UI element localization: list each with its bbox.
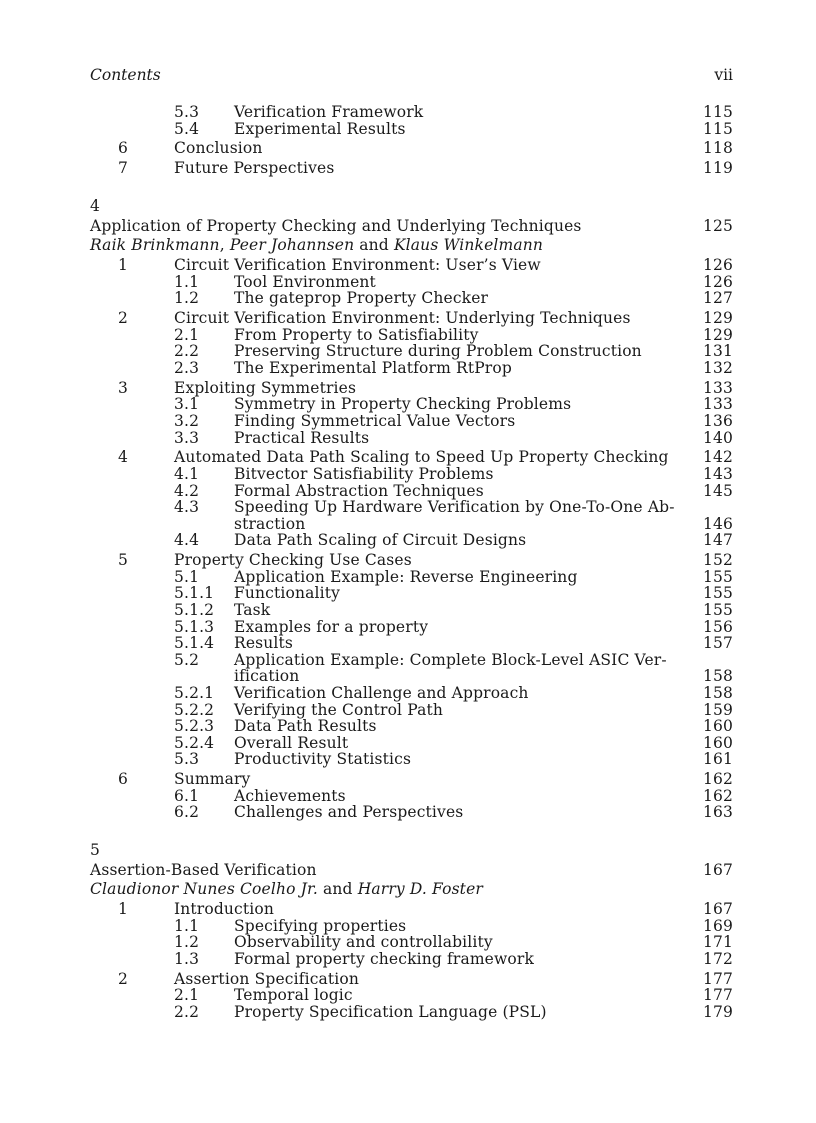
toc-entry-page: 155	[702, 584, 733, 603]
toc-entry-title: Functionality	[234, 584, 340, 603]
chapter-authors	[90, 881, 733, 900]
toc-entry-title: Application Example: Complete Block-Level ASIC Ver-	[234, 650, 667, 669]
toc-entry-title: Future Perspectives	[174, 159, 335, 178]
toc-entry-title: Data Path Scaling of Circuit Designs	[234, 531, 527, 550]
author-name: Peer Johannsen	[229, 235, 355, 254]
toc-entry-page: 142	[702, 448, 733, 467]
toc-entry-page: 162	[702, 786, 733, 805]
toc-entry-page: 115	[702, 103, 733, 121]
toc-subsection-entry[interactable]	[90, 360, 733, 377]
toc-entry-number: 4.4	[174, 531, 200, 550]
toc-entry-title: Verification Challenge and Approach	[234, 684, 529, 702]
toc-entry-title: Circuit Verification Environment: User’s View	[174, 255, 541, 274]
author-name: Klaus Winkelmann	[393, 235, 544, 254]
toc-section-entry[interactable]	[90, 380, 733, 397]
toc-entry-page: 129	[702, 309, 733, 328]
toc-entry-number: 2.1	[174, 325, 200, 344]
toc-entry-page: 126	[702, 272, 733, 291]
header-page-number: vii	[714, 66, 733, 84]
toc-subsection-entry[interactable]	[90, 602, 733, 619]
toc-entry-title: Symmetry in Property Checking Problems	[234, 395, 572, 414]
toc-entry-number: 2.3	[174, 358, 200, 377]
toc-entry-page: 146	[702, 514, 733, 533]
toc-entry-title: Results	[234, 634, 293, 653]
toc-entry-page: 172	[702, 949, 733, 968]
toc-entry-page: 119	[702, 159, 733, 178]
toc-entry-title: Verification Framework	[234, 103, 424, 121]
toc-entry-number: 4.3	[174, 498, 200, 517]
toc-subsection-entry[interactable]	[90, 652, 733, 669]
toc-entry-title: Property Checking Use Cases	[174, 551, 412, 570]
toc-entry-number: 5.4	[174, 119, 200, 138]
toc-entry-number: 7	[118, 159, 129, 178]
toc-entry-title: Assertion Specification	[174, 969, 360, 988]
toc-subsection-entry[interactable]	[90, 532, 733, 549]
toc-subsection-entry[interactable]	[90, 327, 733, 344]
toc-entry-page: 133	[702, 378, 733, 397]
author-name: Claudionor Nunes Coelho Jr.	[90, 880, 318, 899]
table-of-contents	[90, 104, 733, 1021]
toc-entry-title: From Property to Satisfiability	[234, 325, 479, 344]
author-separator: ,	[219, 235, 230, 254]
toc-entry-number: 1.1	[174, 916, 200, 935]
toc-entry-number: 2.1	[174, 986, 200, 1005]
toc-entry-number: 1.2	[174, 289, 200, 308]
chapter-heading[interactable]	[90, 862, 733, 881]
toc-entry-title: Automated Data Path Scaling to Speed Up Property Checking	[174, 448, 669, 467]
toc-entry-number: 5.2.4	[174, 733, 215, 752]
toc-section-entry[interactable]	[90, 140, 733, 157]
toc-entry-number: 4.1	[174, 464, 200, 483]
toc-entry-title: Examples for a property	[234, 617, 429, 636]
author-separator: and	[354, 235, 394, 254]
toc-subsection-entry[interactable]	[90, 619, 733, 636]
toc-section-entry[interactable]	[90, 771, 733, 788]
toc-entry-page: 143	[702, 464, 733, 483]
toc-entry-page: 152	[702, 551, 733, 570]
toc-entry-number: 3.3	[174, 428, 200, 447]
toc-entry-number: 6	[118, 139, 129, 158]
toc-subsection-entry[interactable]	[90, 396, 733, 413]
toc-entry-title: Circuit Verification Environment: Underlying Techniques	[174, 309, 631, 328]
chapter-number: 5	[90, 841, 101, 860]
toc-entry-title: Property Specification Language (PSL)	[234, 1002, 547, 1021]
toc-subsection-entry[interactable]	[90, 430, 733, 447]
toc-entry-title: Practical Results	[234, 428, 370, 447]
toc-entry-title: The Experimental Platform RtProp	[234, 358, 512, 377]
toc-subsection-entry[interactable]	[90, 413, 733, 430]
toc-section-entry[interactable]	[90, 160, 733, 177]
toc-entry-title: Tool Environment	[234, 272, 376, 291]
author-name: Raik Brinkmann	[90, 235, 220, 254]
toc-entry-title: Temporal logic	[234, 986, 353, 1005]
chapter-title: Application of Property Checking and Underlying Techniques	[90, 216, 582, 235]
toc-subsection-entry[interactable]	[90, 499, 733, 516]
toc-entry-page: 155	[702, 601, 733, 620]
toc-entry-title: Bitvector Satisfiability Problems	[234, 464, 494, 483]
toc-entry-page: 163	[702, 803, 733, 822]
toc-entry-page: 126	[702, 255, 733, 274]
toc-subsection-entry[interactable]	[90, 918, 733, 935]
toc-entry-number: 3.1	[174, 395, 200, 414]
toc-entry-continuation[interactable]	[90, 516, 733, 533]
toc-entry-title: Summary	[174, 770, 251, 789]
toc-entry-page: 177	[702, 969, 733, 988]
toc-entry-number: 5.2.3	[174, 717, 215, 736]
toc-entry-page: 158	[702, 684, 733, 702]
toc-section-entry[interactable]	[90, 552, 733, 569]
toc-subsection-entry[interactable]	[90, 121, 733, 138]
chapter-number: 4	[90, 196, 101, 215]
toc-entry-number: 1	[118, 255, 129, 274]
toc-entry-number: 5.1.2	[174, 601, 215, 620]
toc-entry-number: 4	[118, 448, 129, 467]
toc-subsection-entry[interactable]	[90, 718, 733, 735]
toc-entry-page: 155	[702, 567, 733, 586]
toc-entry-page: 140	[702, 428, 733, 447]
chapter-heading[interactable]	[90, 218, 733, 237]
toc-subsection-entry[interactable]	[90, 343, 733, 360]
toc-entry-title: ification	[234, 667, 300, 686]
toc-subsection-entry[interactable]	[90, 290, 733, 307]
toc-entry-number: 2	[118, 309, 129, 328]
toc-subsection-entry[interactable]	[90, 702, 733, 719]
toc-entry-number: 5.1	[174, 567, 200, 586]
toc-entry-number: 6.1	[174, 786, 200, 805]
toc-section-entry[interactable]	[90, 971, 733, 988]
toc-entry-title: The gateprop Property Checker	[234, 289, 489, 308]
toc-entry-page: 160	[702, 733, 733, 752]
toc-entry-title: Overall Result	[234, 733, 349, 752]
toc-entry-page: 156	[702, 617, 733, 636]
toc-entry-page: 118	[702, 139, 733, 158]
toc-entry-title: Challenges and Perspectives	[234, 803, 464, 822]
toc-entry-number: 4.2	[174, 481, 200, 500]
toc-subsection-entry[interactable]	[90, 466, 733, 483]
toc-entry-page: 131	[702, 342, 733, 361]
chapter-page: 125	[702, 216, 733, 235]
toc-entry-title: Formal Abstraction Techniques	[234, 481, 484, 500]
toc-subsection-entry[interactable]	[90, 934, 733, 951]
toc-subsection-entry[interactable]	[90, 804, 733, 821]
toc-entry-page: 162	[702, 770, 733, 789]
toc-entry-number: 5.2.2	[174, 700, 215, 719]
toc-subsection-entry[interactable]	[90, 788, 733, 805]
chapter-authors	[90, 237, 733, 256]
toc-subsection-entry[interactable]	[90, 735, 733, 752]
toc-entry-title: straction	[234, 514, 306, 533]
toc-subsection-entry[interactable]	[90, 274, 733, 291]
toc-entry-title: Experimental Results	[234, 119, 406, 138]
toc-entry-page: 169	[702, 916, 733, 935]
toc-entry-number: 5	[118, 551, 129, 570]
toc-entry-number: 1.3	[174, 949, 200, 968]
author-name: Harry D. Foster	[357, 880, 483, 899]
toc-entry-title: Preserving Structure during Problem Construction	[234, 342, 642, 361]
toc-section-entry[interactable]	[90, 901, 733, 918]
toc-entry-page: 159	[702, 700, 733, 719]
toc-entry-title: Productivity Statistics	[234, 750, 412, 769]
toc-entry-number: 5.3	[174, 750, 200, 769]
toc-entry-number: 2	[118, 969, 129, 988]
toc-entry-number: 1.1	[174, 272, 200, 291]
toc-entry-number: 5.1.1	[174, 584, 215, 603]
toc-entry-number: 2.2	[174, 342, 200, 361]
toc-entry-title: Data Path Results	[234, 717, 377, 736]
toc-entry-page: 171	[702, 933, 733, 952]
toc-entry-number: 6.2	[174, 803, 200, 822]
toc-entry-title: Conclusion	[174, 139, 263, 158]
toc-subsection-entry[interactable]	[90, 585, 733, 602]
toc-entry-title: Application Example: Reverse Engineering	[234, 567, 578, 586]
toc-subsection-entry[interactable]	[90, 951, 733, 968]
toc-entry-title: Observability and controllability	[234, 933, 493, 952]
toc-section-entry[interactable]	[90, 257, 733, 274]
toc-entry-page: 147	[702, 531, 733, 550]
toc-entry-page: 145	[702, 481, 733, 500]
toc-section-entry[interactable]	[90, 310, 733, 327]
toc-subsection-entry[interactable]	[90, 635, 733, 652]
toc-entry-continuation[interactable]	[90, 668, 733, 685]
toc-subsection-entry[interactable]	[90, 569, 733, 586]
toc-subsection-entry[interactable]	[90, 751, 733, 768]
page-header	[90, 66, 733, 86]
toc-entry-title: Finding Symmetrical Value Vectors	[234, 411, 516, 430]
toc-entry-number: 5.2	[174, 650, 200, 669]
toc-entry-page: 136	[702, 411, 733, 430]
toc-entry-page: 133	[702, 395, 733, 414]
toc-entry-number: 6	[118, 770, 129, 789]
toc-entry-page: 179	[702, 1002, 733, 1021]
author-separator: and	[317, 880, 358, 899]
toc-subsection-entry[interactable]	[90, 685, 733, 702]
toc-entry-page: 132	[702, 358, 733, 377]
running-title: Contents	[90, 66, 161, 84]
toc-subsection-entry[interactable]	[90, 1004, 733, 1021]
toc-entry-number: 1	[118, 900, 129, 919]
toc-subsection-entry[interactable]	[90, 987, 733, 1004]
toc-entry-title: Introduction	[174, 900, 274, 919]
toc-entry-number: 1.2	[174, 933, 200, 952]
toc-entry-title: Exploiting Symmetries	[174, 378, 357, 397]
toc-entry-page: 158	[702, 667, 733, 686]
toc-entry-page: 177	[702, 986, 733, 1005]
toc-entry-page: 160	[702, 717, 733, 736]
toc-entry-title: Formal property checking framework	[234, 949, 535, 968]
toc-entry-number: 3	[118, 378, 129, 397]
toc-entry-title: Speeding Up Hardware Verification by One-To-One Ab-	[234, 498, 675, 517]
toc-entry-title: Task	[234, 601, 271, 620]
toc-entry-title: Verifying the Control Path	[234, 700, 444, 719]
toc-entry-page: 161	[702, 750, 733, 769]
toc-entry-number: 5.2.1	[174, 684, 215, 702]
toc-entry-title: Achievements	[234, 786, 346, 805]
toc-entry-page: 115	[702, 119, 733, 138]
chapter-title: Assertion-Based Verification	[90, 861, 317, 880]
toc-entry-number: 3.2	[174, 411, 200, 430]
toc-entry-title: Specifying properties	[234, 916, 407, 935]
toc-entry-page: 157	[702, 634, 733, 653]
toc-subsection-entry[interactable]	[90, 483, 733, 500]
chapter-page: 167	[702, 861, 733, 880]
toc-entry-page: 167	[702, 900, 733, 919]
toc-entry-number: 5.1.3	[174, 617, 215, 636]
toc-subsection-entry[interactable]	[90, 104, 733, 121]
toc-section-entry[interactable]	[90, 449, 733, 466]
toc-entry-page: 127	[702, 289, 733, 308]
toc-entry-number: 5.1.4	[174, 634, 215, 653]
toc-entry-number: 2.2	[174, 1002, 200, 1021]
toc-entry-number: 5.3	[174, 103, 200, 121]
toc-entry-page: 129	[702, 325, 733, 344]
